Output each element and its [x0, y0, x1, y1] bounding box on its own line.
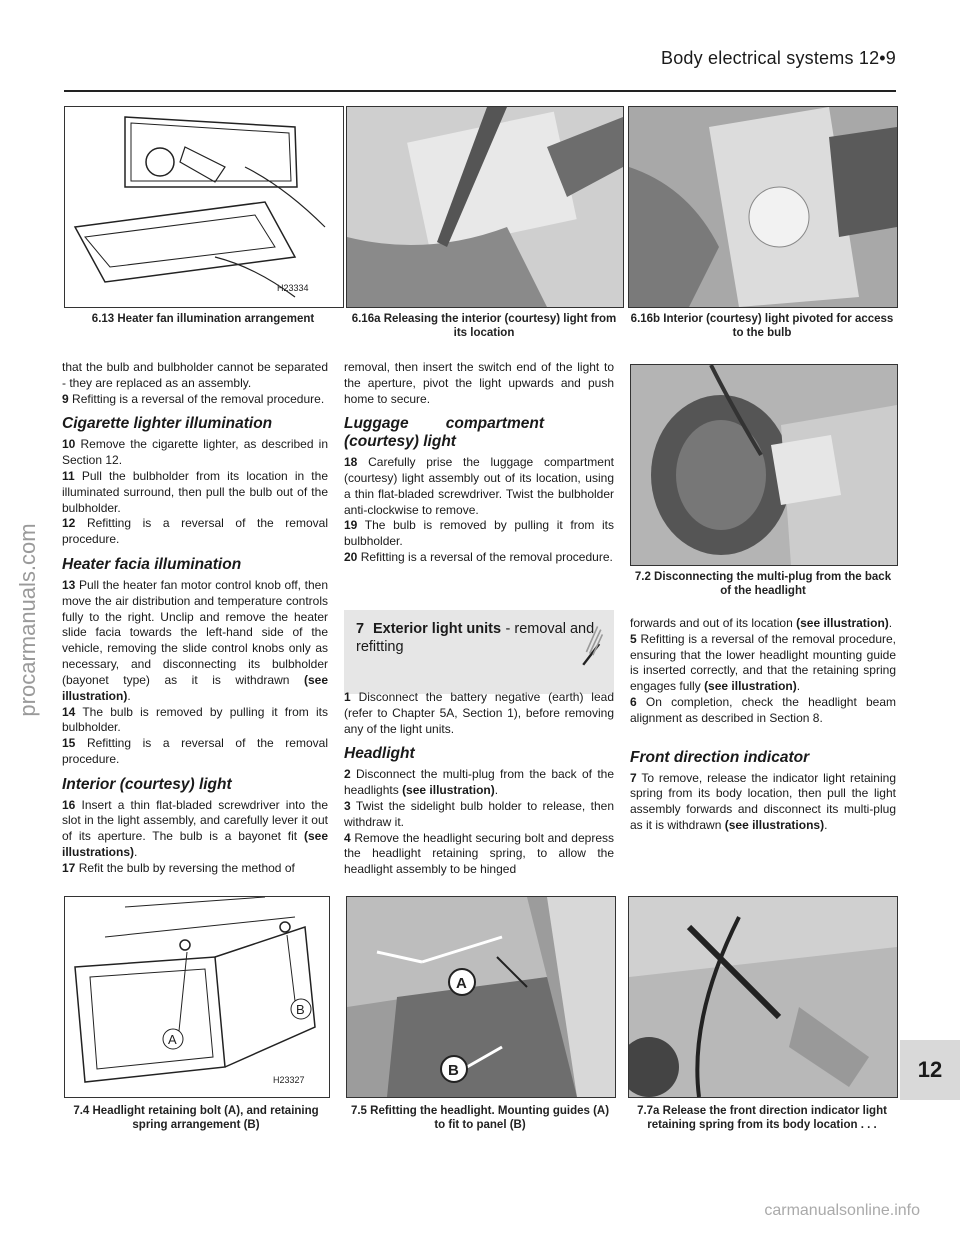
- section-subtitle: - removal and refitting: [356, 621, 595, 655]
- text-column-2: [344, 360, 614, 566]
- para-text: Remove the headlight securing bolt and depress the headlight retaining spring, to allow the headlight assembly to be hinged: [344, 830, 614, 877]
- step-number: 10: [62, 437, 76, 452]
- step-number: 1: [344, 690, 351, 704]
- illustration-ref: (see illustration): [62, 672, 328, 703]
- footer-watermark: carmanualsonline.info: [764, 1202, 920, 1219]
- step-number: 3: [344, 798, 351, 813]
- step-number: 2: [344, 767, 351, 782]
- indicator-spring-photo: [629, 897, 897, 1097]
- illustration-ref: (see illustration): [402, 783, 495, 798]
- section-7-heading-box: [344, 610, 614, 694]
- para-text: The bulb is removed by pulling it from its bulbholder.: [344, 518, 614, 549]
- caption-6-13: 6.13 Heater fan illumination arrangement: [91, 313, 315, 325]
- headlight-refit-photo: [347, 897, 615, 1097]
- step-number: 15: [62, 736, 76, 751]
- para-text: Refitting is a reversal of the removal procedure.: [62, 516, 328, 547]
- heater-fan-drawing: [65, 107, 343, 307]
- subheading-cigarette-lighter: Cigarette lighter illumination: [62, 415, 273, 433]
- para-text: Disconnect the battery negative (earth) lead (refer to Chapter 5A, Section 1), before removing any of the light units.: [344, 690, 614, 736]
- para-text: Refitting is a reversal of the removal procedure.: [72, 391, 325, 406]
- step-number: 11: [62, 468, 75, 483]
- figure-6-16b: [628, 106, 898, 308]
- subheading-headlight: Headlight: [344, 745, 415, 763]
- step-number: 6: [630, 695, 637, 710]
- text-column-1: that the bulb and bulbholder cannot be separated - they are replaced as an assembly. 9 Refitting is a reversal of the removal procedure. Cigarette lighter illumination 10 Remove the cigarette lighter, as described in Section 12. 11 Pull the bulbholder from its location in the illuminated surround, then pull the bulb out of the bulbholder. 12 Refitting is a reversal of the removal procedure. Heater facia illumination 13 Pull the heater fan motor control knob off, then move the air distribution and temperature controls fully to the right. Unclip and remove the heater slide facia towards the left-hand side of the vehicle, removing the slide control knobs only as necessary, and disconnecting its bulbholder (bayonet type) as it is withdrawn (see illustration). 14 The bulb is removed by pulling it from its bulbholder. 15 Refitting is a reversal of the removal procedure. Interior (courtesy) light 16 Insert a thin flat-bladed screwdriver into the slot in the light assembly, and carefully lever it out of its aperture. The bulb is a bayonet fit (see illustrations). 17 Refit the bulb by reversing the method of: [62, 360, 328, 875]
- step-number: 9: [62, 391, 69, 406]
- caption-6-16a: 6.16a Releasing the interior (courtesy) light from its location: [351, 313, 617, 340]
- subheading-front-indicator: Front direction indicator: [630, 748, 810, 766]
- text-column-2b: 1 Disconnect the battery negative (earth) lead (refer to Chapter 5A, Section 1), before removing any of the light units. Headlight 2 Disconnect the multi-plug from the back of the headlights (see illustration). 3 Twist the sidelight bulb holder to release, then withdraw it. 4 Remove the headlight securing bolt and depress the headlight retaining spring, to allow the headlight assembly to be hinged: [344, 690, 615, 877]
- subheading-interior-light: Interior (courtesy) light: [62, 775, 232, 793]
- para-text: Twist the sidelight bulb holder to release, then withdraw it.: [344, 798, 615, 829]
- step-number: 14: [62, 704, 76, 719]
- label-b: B: [296, 1002, 305, 1017]
- page-header: Body electrical systems 12•9: [661, 48, 896, 68]
- para-text: Refit the bulb by reversing the method of: [78, 860, 295, 875]
- side-watermark: [0, 470, 50, 770]
- para-text: Carefully prise the luggage compartment (courtesy) light assembly out of its location, using a thin flat-bladed screwdriver. Twist the bulbholder anti-clockwise to remove.: [344, 455, 614, 517]
- courtesy-light-photo: [347, 107, 623, 307]
- chapter-tab: 12: [900, 1040, 960, 1100]
- side-watermark-text: procarmanuals.com: [15, 523, 40, 717]
- step-number: 12: [62, 516, 76, 531]
- para-text: To remove, release the indicator light retaining spring from its body location, then pull the light assembly forwards and disconnect its multi-plug as it is withdrawn: [630, 770, 896, 833]
- section-title: Exterior light units: [372, 621, 502, 637]
- figure-7-7a: [628, 896, 898, 1098]
- para-text: Disconnect the multi-plug from the back of the headlights: [344, 767, 614, 798]
- para-text: forwards and out of its location: [630, 616, 793, 630]
- illustration-ref: (see illustration): [796, 616, 889, 630]
- step-number: 5: [630, 631, 637, 646]
- figure-7-5: [346, 896, 616, 1098]
- step-number: 20: [344, 550, 358, 565]
- headlight-bolt-drawing: [65, 897, 329, 1097]
- illustration-ref: (see illustration): [704, 679, 797, 694]
- para-text: Refitting is a reversal of the removal procedure.: [62, 736, 328, 767]
- header-rule: [64, 90, 896, 92]
- difficulty-spanner-icon: [580, 616, 604, 672]
- step-number: 17: [62, 860, 76, 875]
- subheading-luggage-light: Luggage compartment (courtesy) light: [344, 415, 544, 451]
- figure-6-16a: [346, 106, 624, 308]
- text-column-3: forwards and out of its location (see illustration). 5 Refitting is a reversal of the removal procedure, ensuring that the lower headlight mounting guide is inserted correctly, and that the retaining spring engages fully (see illustration). 6 On completion, check the headlight beam alignment as described in Section 8. Front direction indicator 7 To remove, release the indicator light retaining spring from its body location, then pull the light assembly forwards and disconnect its multi-plug as it is withdrawn (see illustrations).: [630, 616, 896, 833]
- step-number: 13: [62, 577, 76, 592]
- para-text: Insert a thin flat-bladed screwdriver into the slot in the light assembly, and carefully lever it out of its aperture. The bulb is a bayonet fit: [62, 797, 328, 844]
- para-text: On completion, check the headlight beam alignment as described in Section 8.: [630, 695, 896, 725]
- para-text: Pull the bulbholder from its location in the illuminated surround, then pull the bulb out of the bulbholder.: [62, 468, 328, 515]
- label-a: A: [456, 975, 467, 992]
- caption-7-7a: 7.7a Release the front direction indicator light retaining spring from its body location . . .: [637, 1105, 887, 1132]
- step-number: 19: [344, 518, 358, 533]
- caption-7-2: 7.2 Disconnecting the multi-plug from the back of the headlight: [634, 571, 892, 598]
- para-text: Pull the heater fan motor control knob off, then move the air distribution and temperature controls fully to the right. Unclip and remove the heater slide facia towards the left-hand side of the vehicle, removing the slide control knobs only as necessary, and disconnecting its bulbholder (bayonet type) as it is withdrawn: [62, 577, 328, 687]
- para-text: that the bulb and bulbholder cannot be separated - they are replaced as an assembly.: [62, 360, 328, 390]
- para-text: removal, then insert the switch end of the light to the aperture, pivot the light upwards and push home to secure.: [344, 360, 614, 406]
- figure-6-13: [64, 106, 344, 308]
- step-number: 4: [344, 830, 351, 845]
- step-number: 18: [344, 455, 358, 470]
- headlight-multiplug-photo: [631, 365, 897, 565]
- subheading-heater-facia: Heater facia illumination: [62, 556, 242, 574]
- label-b: B: [448, 1062, 459, 1079]
- courtesy-light-bulb-photo: [629, 107, 897, 307]
- section-number: 7: [356, 621, 365, 637]
- para-text: Refitting is a reversal of the removal procedure.: [360, 550, 613, 565]
- label-a: A: [168, 1032, 177, 1047]
- para-text: The bulb is removed by pulling it from its bulbholder.: [62, 704, 328, 735]
- figure-code: H23327: [273, 1075, 305, 1085]
- caption-7-5: 7.5 Refitting the headlight. Mounting guides (A) to fit to panel (B): [350, 1105, 610, 1132]
- para-text: Refitting is a reversal of the removal procedure, ensuring that the lower headlight mounting guide is inserted correctly, and that the retaining spring engages fully: [630, 631, 896, 694]
- caption-6-16b: 6.16b Interior (courtesy) light pivoted for access to the bulb: [630, 313, 894, 340]
- step-number: 7: [630, 770, 637, 785]
- step-number: 16: [62, 797, 76, 812]
- illustration-ref: (see illustrations): [62, 829, 328, 860]
- figure-code: H23334: [277, 283, 309, 293]
- figure-7-4: [64, 896, 330, 1098]
- para-text: Remove the cigarette lighter, as described in Section 12.: [62, 437, 328, 468]
- illustration-ref: (see illustrations): [724, 818, 825, 833]
- figure-7-2: [630, 364, 898, 566]
- caption-7-4: 7.4 Headlight retaining bolt (A), and retaining spring arrangement (B): [73, 1105, 319, 1132]
